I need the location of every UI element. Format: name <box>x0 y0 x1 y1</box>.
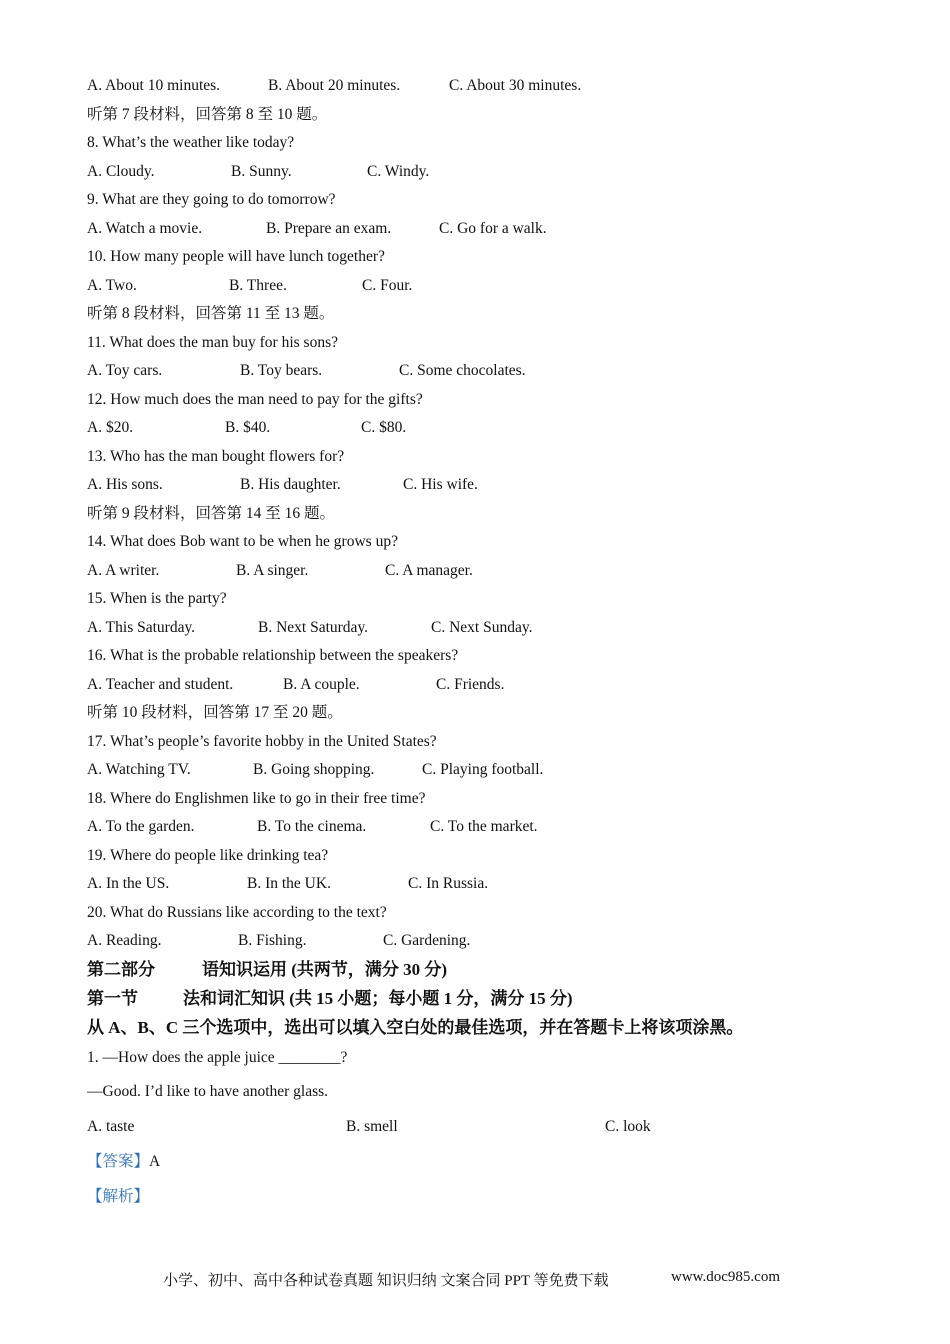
option-a: A. taste <box>87 1118 135 1135</box>
option-c: C. In Russia. <box>408 875 489 892</box>
option-a: A. His sons. <box>87 476 163 493</box>
answer-tag: 【答案】 <box>87 1153 150 1170</box>
option-b: B. Fishing. <box>238 932 307 949</box>
option-c: C. A manager. <box>385 562 473 579</box>
option-c: C. Friends. <box>436 676 505 693</box>
question-1-reply: —Good. I’d like to have another glass. <box>87 1083 329 1100</box>
option-c: C. $80. <box>361 419 407 436</box>
answer-line <box>87 1152 160 1172</box>
question-line: 8. What’s the weather like today? <box>87 134 295 151</box>
option-c: C. His wife. <box>403 476 478 493</box>
option-a: A. In the US. <box>87 875 170 892</box>
option-b: B. In the UK. <box>247 875 331 892</box>
instruction-text: 从 A、B、C 三个选项中，选出可以填入空白处的最佳选项，并在答题卡上将该项涂黑。 <box>87 1018 744 1037</box>
option-a: A. Teacher and student. <box>87 676 234 693</box>
question-line: 听第 8 段材料，回答第 11 至 13 题。 <box>87 305 335 322</box>
question-line: 13. Who has the man bought flowers for? <box>87 448 345 465</box>
option-b: B. $40. <box>225 419 271 436</box>
question-line: 20. What do Russians like according to the text? <box>87 904 387 921</box>
question-line: 11. What does the man buy for his sons? <box>87 334 338 351</box>
option-c: C. About 30 minutes. <box>449 77 582 94</box>
option-c: C. Four. <box>362 277 413 294</box>
part-title: 语知识运用 (共两节，满分 30 分) <box>202 960 448 979</box>
option-a: A. To the garden. <box>87 818 195 835</box>
option-c: C. Windy. <box>367 163 430 180</box>
option-c: C. Go for a walk. <box>439 220 547 237</box>
option-b: B. A couple. <box>283 676 360 693</box>
option-b: B. Three. <box>229 277 287 294</box>
question-line: 听第 7 段材料，回答第 8 至 10 题。 <box>87 106 328 123</box>
question-line: 听第 9 段材料，回答第 14 至 16 题。 <box>87 505 336 522</box>
question-line: 16. What is the probable relationship between the speakers? <box>87 647 459 664</box>
option-b: B. Next Saturday. <box>258 619 369 636</box>
question-line: 听第 10 段材料，回答第 17 至 20 题。 <box>87 704 343 721</box>
option-a: A. Watch a movie. <box>87 220 203 237</box>
option-a: A. $20. <box>87 419 134 436</box>
question-line: 9. What are they going to do tomorrow? <box>87 191 336 208</box>
option-b: B. His daughter. <box>240 476 341 493</box>
option-b: B. About 20 minutes. <box>268 77 401 94</box>
question-line: 17. What’s people’s favorite hobby in the United States? <box>87 733 437 750</box>
question-1-stem: 1. —How does the apple juice ________? <box>87 1049 348 1066</box>
option-c: C. look <box>605 1118 651 1135</box>
question-line: 10. How many people will have lunch together? <box>87 248 385 265</box>
option-b: B. Sunny. <box>231 163 292 180</box>
answer-value: A <box>149 1153 161 1170</box>
sub-title: 法和词汇知识 (共 15 小题；每小题 1 分，满分 15 分) <box>183 989 573 1008</box>
question-line: 18. Where do Englishmen like to go in their free time? <box>87 790 426 807</box>
sub-label: 第一节 <box>87 989 138 1008</box>
option-a: A. Toy cars. <box>87 362 163 379</box>
option-b: B. Going shopping. <box>253 761 375 778</box>
footer-text: 小学、初中、高中各种试卷真题 知识归纳 文案合同 PPT 等免费下载 <box>163 1273 609 1289</box>
option-b: B. To the cinema. <box>257 818 367 835</box>
option-b: B. Prepare an exam. <box>266 220 392 237</box>
option-a: A. A writer. <box>87 562 160 579</box>
option-c: C. Gardening. <box>383 932 471 949</box>
option-a: A. This Saturday. <box>87 619 196 636</box>
option-a: A. Cloudy. <box>87 163 155 180</box>
option-a: A. Reading. <box>87 932 162 949</box>
option-a: A. Two. <box>87 277 137 294</box>
part-label: 第二部分 <box>87 960 155 979</box>
question-line: 19. Where do people like drinking tea? <box>87 847 329 864</box>
question-line: 14. What does Bob want to be when he grows up? <box>87 533 398 550</box>
option-c: C. To the market. <box>430 818 538 835</box>
option-b: B. smell <box>346 1118 398 1135</box>
option-c: C. Some chocolates. <box>399 362 526 379</box>
analysis-tag: 【解析】 <box>87 1188 150 1205</box>
question-line: 15. When is the party? <box>87 590 227 607</box>
option-b: B. Toy bears. <box>240 362 323 379</box>
footer-link[interactable]: www.doc985.com <box>671 1269 781 1285</box>
question-line: 12. How much does the man need to pay for the gifts? <box>87 391 423 408</box>
option-a: A. Watching TV. <box>87 761 191 778</box>
option-c: C. Next Sunday. <box>431 619 533 636</box>
option-c: C. Playing football. <box>422 761 544 778</box>
option-b: B. A singer. <box>236 562 309 579</box>
option-a: A. About 10 minutes. <box>87 77 221 94</box>
